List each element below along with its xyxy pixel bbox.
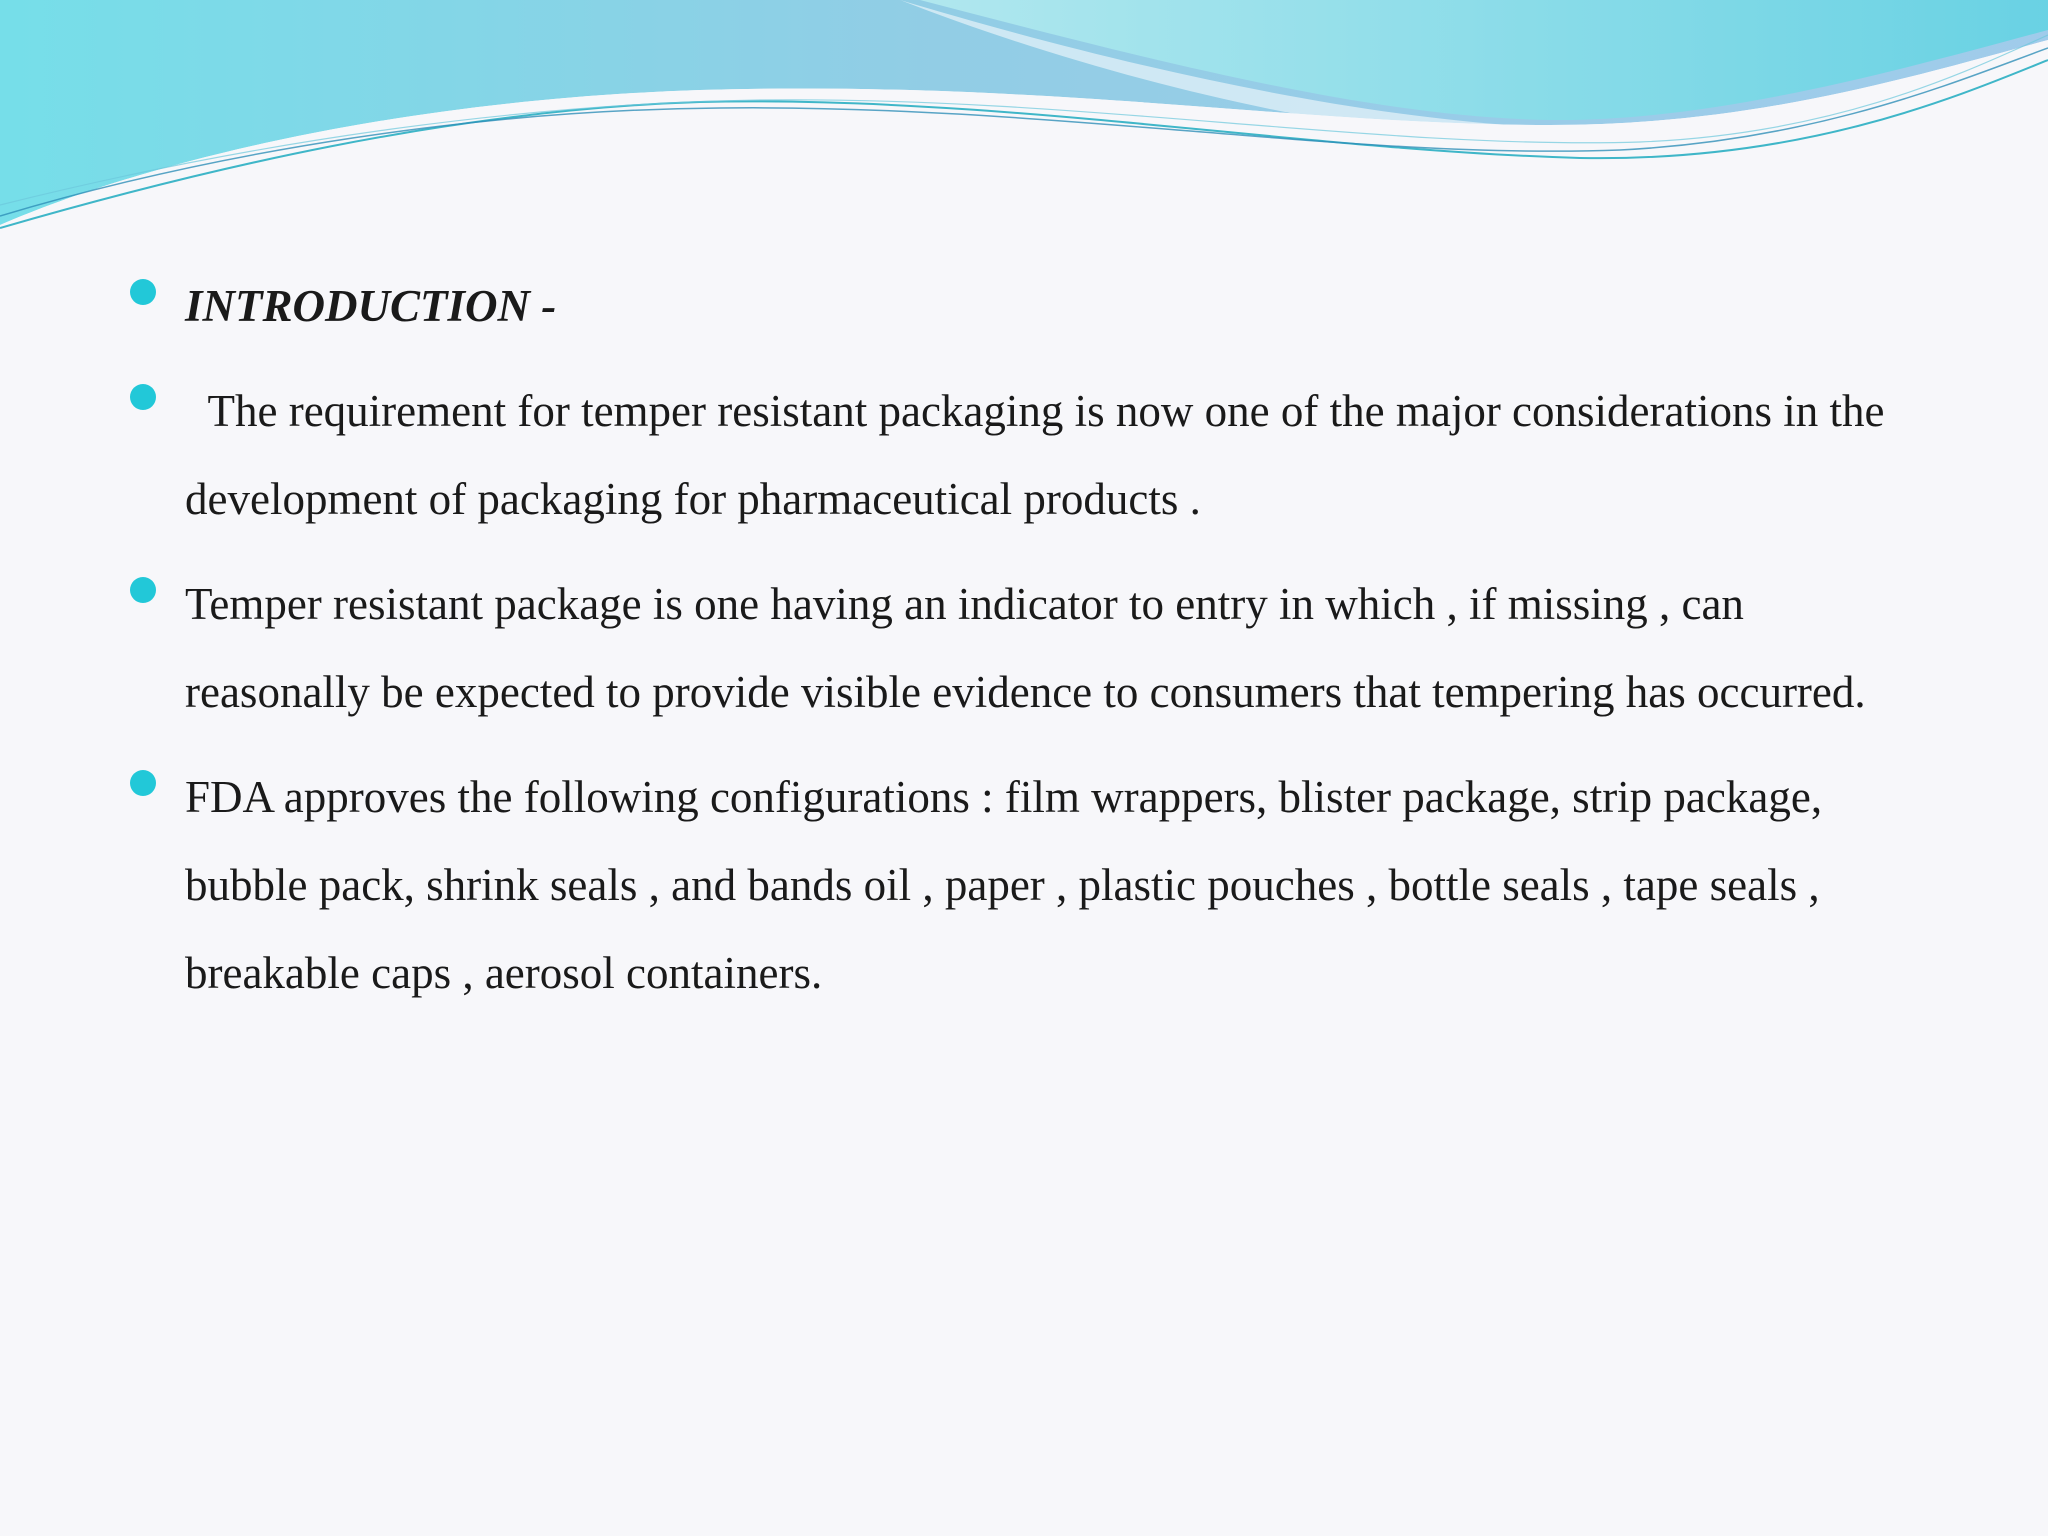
bullet-requirement [130,367,1930,543]
header-wave-decoration [0,0,2048,240]
bullet-list [130,262,1930,1034]
bullet-dot-icon [130,279,156,305]
bullet-definition [130,560,1930,736]
bullet-fda-configurations [130,753,1930,1017]
bullet-introduction [130,262,1930,350]
bullet-heading-text: INTRODUCTION - [185,281,557,331]
bullet-text: FDA approves the following configurations : film wrappers, blister package, strip package, bubble pack, shrink seals , and bands oil , paper , plastic pouches , bottle seals , tape seals , breakable caps , aerosol containers. [185,772,1823,998]
bullet-text: The requirement for temper resistant packaging is now one of the major considerations in the development of packaging for pharmaceutical products . [185,386,1885,524]
bullet-dot-icon [130,384,156,410]
bullet-text: Temper resistant package is one having an indicator to entry in which , if missing , can reasonally be expected to provide visible evidence to consumers that tempering has occurred. [185,579,1866,717]
bullet-dot-icon [130,577,156,603]
bullet-dot-icon [130,770,156,796]
